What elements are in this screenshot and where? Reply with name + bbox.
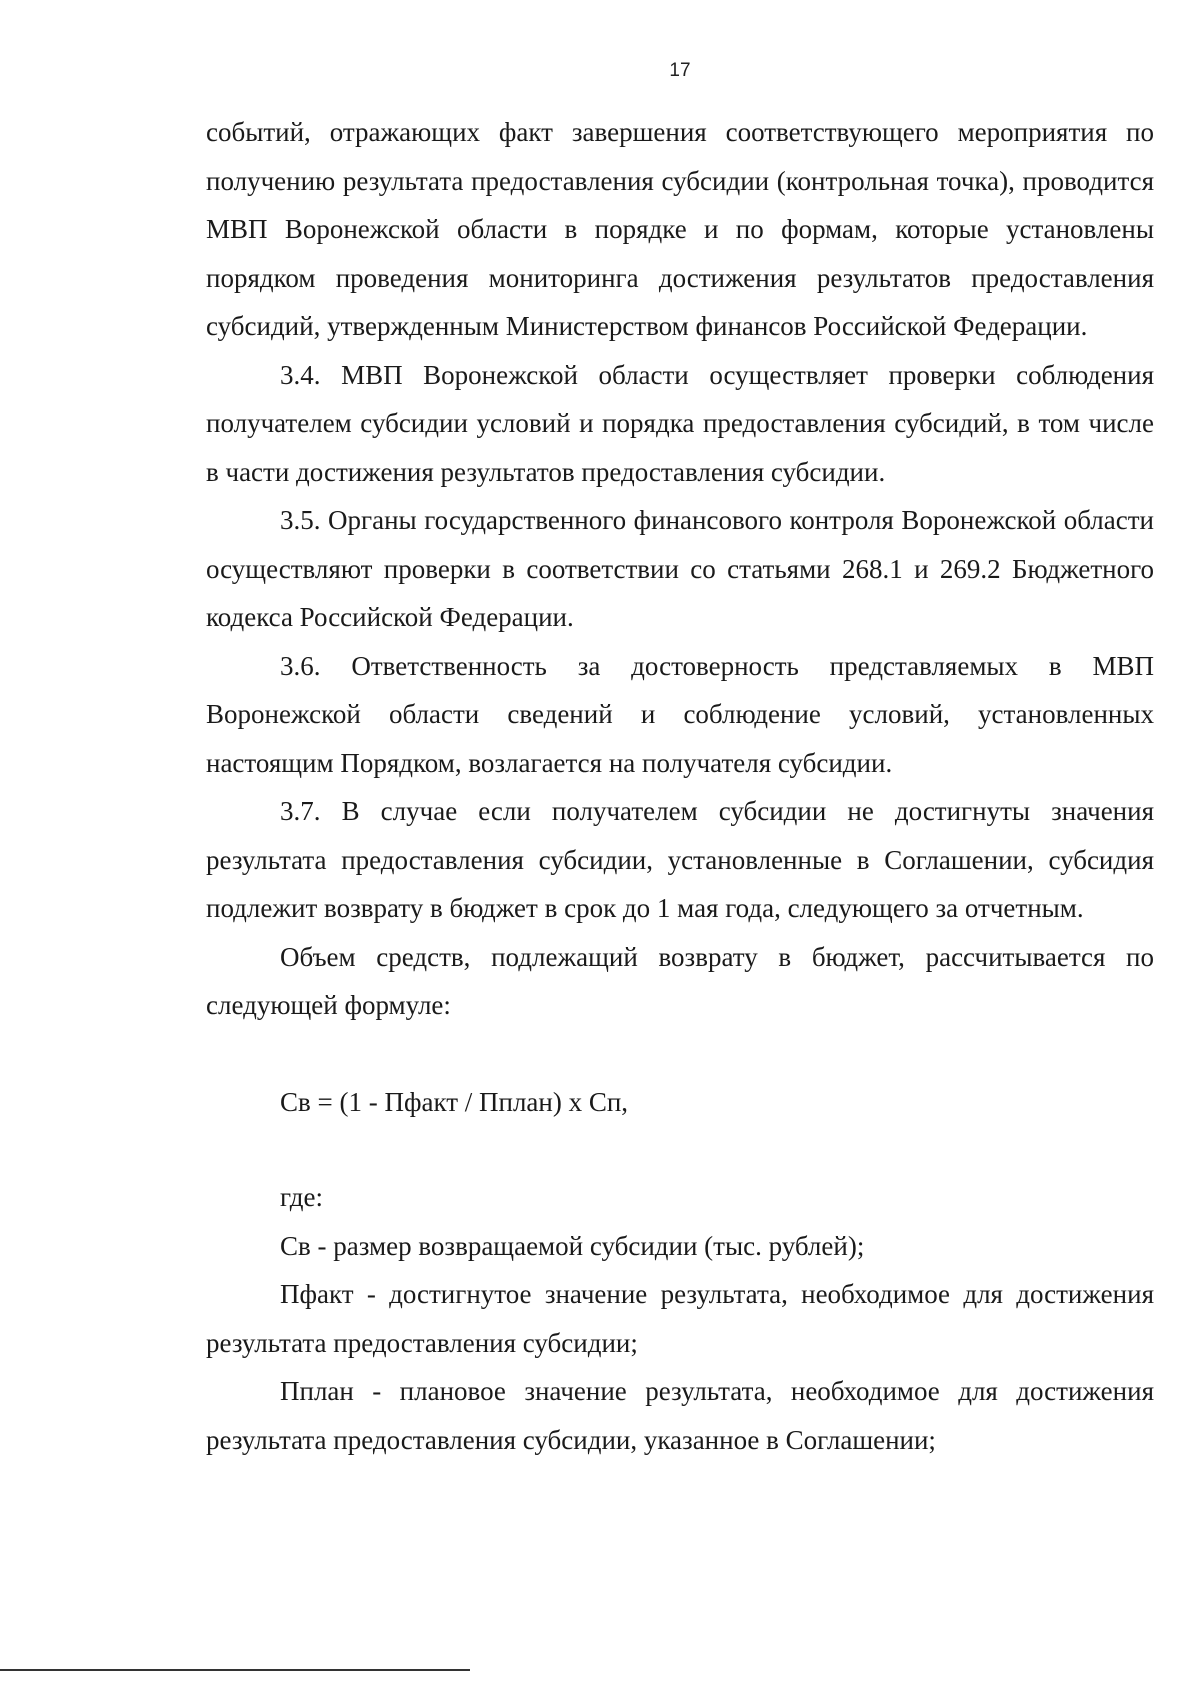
footer-rule (0, 1669, 470, 1671)
paragraph-3-6: 3.6. Ответственность за достоверность представляемых в МВП Воронежской области сведений и соблюдение условий, установленных настоящим Порядком, возлагается на получателя субсидии. (206, 650, 1154, 778)
formula: Св = (1 - Пфакт / Пплан) x Сп, (280, 1086, 629, 1117)
paragraph-continuation: событий, отражающих факт завершения соответствующего мероприятия по получению результата предоставления субсидии (контрольная точка), проводится МВП Воронежской области в порядке и по формам, которые установлены порядком проведения мониторинга достижения результатов предоставления субсидий, утвержденным Министерством финансов Российской Федерации. (206, 117, 1154, 341)
where-label: где: (280, 1182, 323, 1212)
paragraph-volume: Объем средств, подлежащий возврату в бюджет, рассчитывается по следующей формуле: (206, 941, 1154, 1020)
paragraph-3-4: 3.4. МВП Воронежской области осуществляет проверки соблюдения получателем субсидии условий и порядка предоставления субсидий, в том числе в части достижения результатов предоставления субсидии. (206, 359, 1154, 487)
paragraph-3-5: 3.5. Органы государственного финансового контроля Воронежской области осуществляют проверки в соответствии со статьями 268.1 и 269.2 Бюджетного кодекса Российской Федерации. (206, 505, 1154, 632)
document-body (206, 108, 1154, 1464)
definition-pfakt: Пфакт - достигнутое значение результата, необходимое для достижения результата предоставления субсидии; (206, 1279, 1154, 1358)
page-number: 17 (669, 60, 691, 81)
definition-pplan: Пплан - плановое значение результата, необходимое для достижения результата предоставления субсидии, указанное в Соглашении; (206, 1376, 1154, 1455)
definition-sv: Св - размер возвращаемой субсидии (тыс. рублей); (280, 1230, 865, 1261)
paragraph-3-7: 3.7. В случае если получателем субсидии не достигнуты значения результата предоставления субсидии, установленные в Соглашении, субсидия подлежит возврату в бюджет в срок до 1 мая года, следующего за отчетным. (206, 796, 1154, 923)
